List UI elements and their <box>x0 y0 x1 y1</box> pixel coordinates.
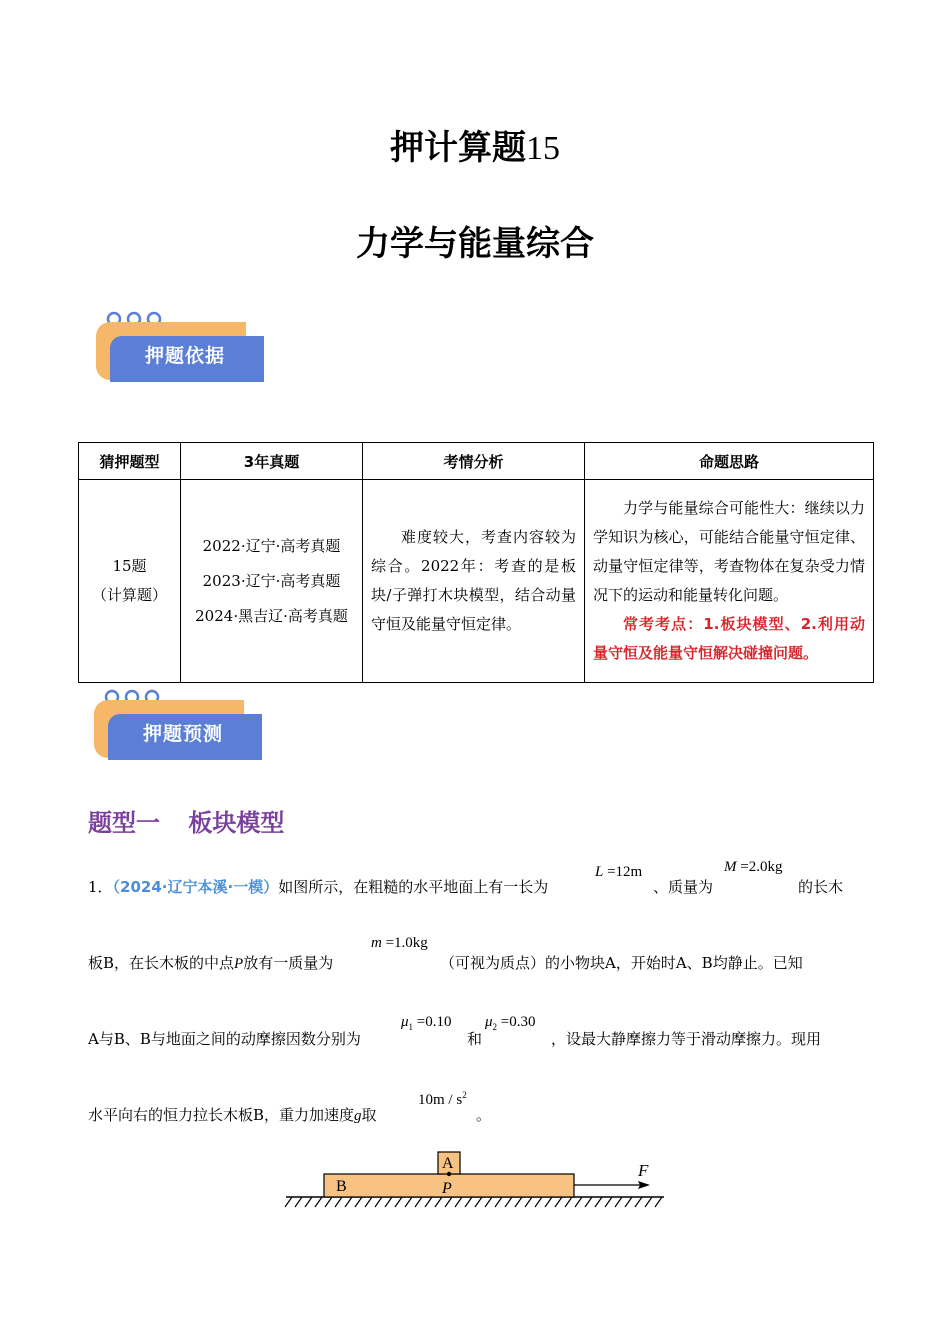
header-exams: 3年真题 <box>181 443 363 480</box>
forecast-badge <box>94 688 264 768</box>
key-points: 常考考点：1.板块模型、2.利用动量守恒及能量守恒解决碰撞问题。 <box>593 615 865 662</box>
question-line-2: 板B，在长木板的中点P放有一质量为 <box>88 954 334 972</box>
formula-m: m =1.0kg <box>371 935 428 951</box>
header-analysis: 考情分析 <box>363 443 585 480</box>
formula-mu1: $\mu_1 =0.10$ <box>401 1014 452 1032</box>
question-source: （2024·辽宁本溪·一模） <box>112 878 279 896</box>
forecast-badge-label: 押题预测 <box>142 723 223 745</box>
question-line-1: 1．（2024·辽宁本溪·一模）如图所示，在粗糙的水平地面上有一长为 <box>88 878 549 896</box>
formula-g: $10m / s^2$ <box>418 1090 467 1108</box>
formula-mu2: $\mu_2 =0.30$ <box>485 1014 536 1032</box>
document-subtitle: 力学与能量综合 <box>356 224 594 264</box>
header-thinking: 命题思路 <box>585 443 874 480</box>
label-p: P <box>442 1180 452 1197</box>
label-a: A <box>442 1155 454 1172</box>
header-type: 猜押题型 <box>79 443 181 480</box>
basis-badge <box>96 310 266 390</box>
label-b: B <box>336 1178 347 1195</box>
exam-table <box>78 442 874 683</box>
cell-exams: 2022·辽宁·高考真题 2023·辽宁·高考真题 2024·黑吉辽·高考真题 <box>181 480 363 683</box>
cell-thinking: 力学与能量综合可能性大：继续以力学知识为核心，可能结合能量守恒定律、动量守恒定律等，考查物体在复杂受力情况下的运动和能量转化问题。 常考考点：1.板块模型、2.利用动量守恒及能量守恒解决碰撞问题。 <box>585 480 874 683</box>
formula-L: L =12m <box>595 864 643 880</box>
board-block-figure <box>280 1145 670 1215</box>
label-f: F <box>638 1161 649 1180</box>
document-title: 押计算题15 <box>390 128 560 168</box>
formula-M: M =2.0kg <box>724 859 783 875</box>
question-line-4: 水平向右的恒力拉长木板B，重力加速度g取 <box>88 1106 377 1124</box>
cell-type: 15题 （计算题） <box>79 480 181 683</box>
question-line-3: A与B、B与地面之间的动摩擦因数分别为 <box>88 1030 361 1048</box>
section-heading: 题型一 板块模型 <box>88 809 285 837</box>
cell-analysis: 难度较大，考查内容较为综合。2022年：考查的是板块/子弹打木块模型，结合动量守恒及能量守恒定律。 <box>363 480 585 683</box>
basis-badge-label: 押题依据 <box>144 345 225 367</box>
